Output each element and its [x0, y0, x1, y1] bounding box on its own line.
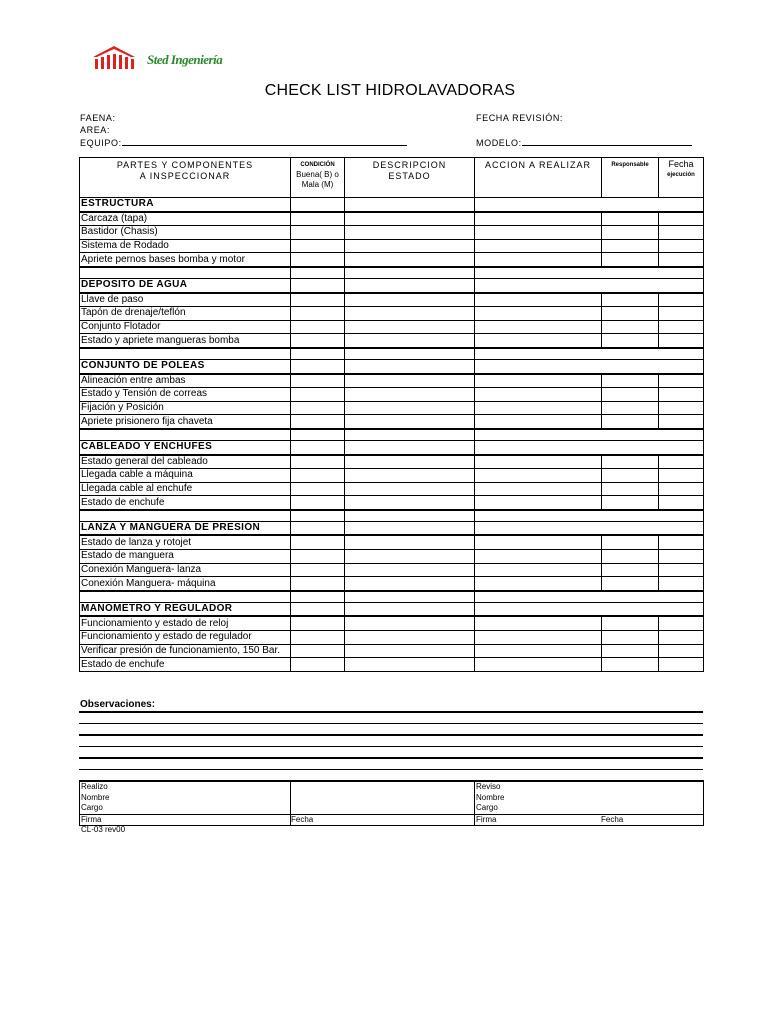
fecha-cell[interactable]: [659, 374, 704, 388]
accion-cell[interactable]: [475, 535, 602, 549]
table-row: [80, 226, 704, 240]
table-row: [80, 496, 704, 510]
modelo-label: MODELO:: [476, 138, 522, 148]
responsable-cell[interactable]: [602, 334, 659, 348]
col-fecha: Fecha ejecución: [659, 158, 704, 198]
accion-cell[interactable]: [475, 293, 602, 307]
observaciones-line[interactable]: [79, 757, 703, 759]
section-spacer: [80, 591, 704, 603]
table-row: [80, 631, 704, 645]
responsable-cell[interactable]: [602, 320, 659, 334]
condicion-cell[interactable]: [291, 496, 345, 510]
table-row: [80, 563, 704, 577]
company-name: Sted Ingeniería: [147, 52, 223, 67]
checklist-table: [79, 157, 704, 672]
fecha-cell[interactable]: [659, 226, 704, 240]
condicion-cell[interactable]: [291, 253, 345, 267]
observaciones-line[interactable]: [79, 711, 703, 713]
responsable-cell[interactable]: [602, 563, 659, 577]
table-row: [80, 401, 704, 415]
accion-cell[interactable]: [475, 401, 602, 415]
realizo-label: Realizo: [80, 781, 291, 793]
item-label: Estado de enchufe: [80, 496, 291, 510]
fecha-revision-field: [476, 113, 563, 123]
item-label: Estado de manguera: [80, 550, 291, 564]
accion-cell[interactable]: [475, 469, 602, 483]
table-row: [80, 469, 704, 483]
section-title: MANOMETRO Y REGULADOR: [80, 602, 291, 616]
condicion-cell[interactable]: [291, 320, 345, 334]
responsable-cell[interactable]: [602, 455, 659, 469]
table-row: [80, 293, 704, 307]
table-row: [80, 616, 704, 630]
descripcion-cell[interactable]: [345, 496, 475, 510]
item-label: Estado general del cableado: [80, 455, 291, 469]
fecha-cell[interactable]: [659, 401, 704, 415]
responsable-cell[interactable]: [602, 631, 659, 645]
accion-cell[interactable]: [475, 644, 602, 658]
fecha-cell[interactable]: [659, 658, 704, 672]
fecha-cell[interactable]: [659, 631, 704, 645]
realizo-spacer: [291, 781, 475, 793]
descripcion-cell[interactable]: [345, 415, 475, 429]
responsable-cell[interactable]: [602, 616, 659, 630]
section-header-row: [80, 359, 704, 373]
condicion-cell[interactable]: [291, 374, 345, 388]
section-spacer: [80, 510, 704, 522]
accion-cell[interactable]: [475, 253, 602, 267]
item-label: Carcaza (tapa): [80, 212, 291, 226]
descripcion-cell[interactable]: [345, 469, 475, 483]
responsable-cell[interactable]: [602, 415, 659, 429]
accion-cell[interactable]: [475, 563, 602, 577]
item-label: Llave de paso: [80, 293, 291, 307]
descripcion-cell[interactable]: [345, 550, 475, 564]
condicion-cell[interactable]: [291, 388, 345, 402]
descripcion-cell[interactable]: [345, 644, 475, 658]
descripcion-cell[interactable]: [345, 320, 475, 334]
item-label: Estado y apriete mangueras bomba: [80, 334, 291, 348]
fecha-cell[interactable]: [659, 616, 704, 630]
item-label: Alineación entre ambas: [80, 374, 291, 388]
section-header-row: [80, 440, 704, 454]
condicion-cell[interactable]: [291, 631, 345, 645]
col-accion: ACCION A REALIZAR: [475, 158, 602, 198]
responsable-cell[interactable]: [602, 469, 659, 483]
responsable-cell[interactable]: [602, 482, 659, 496]
condicion-cell[interactable]: [291, 644, 345, 658]
table-row: [80, 644, 704, 658]
table-row: [80, 550, 704, 564]
accion-cell[interactable]: [475, 482, 602, 496]
table-row: [80, 334, 704, 348]
fecha-revision-label: FECHA REVISIÓN:: [476, 113, 564, 123]
item-label: Llegada cable al enchufe: [80, 482, 291, 496]
fecha-cell[interactable]: [659, 644, 704, 658]
descripcion-cell[interactable]: [345, 577, 475, 591]
accion-cell[interactable]: [475, 239, 602, 253]
descripcion-cell[interactable]: [345, 226, 475, 240]
section-spacer: [80, 348, 704, 360]
fecha-cell[interactable]: [659, 253, 704, 267]
area-label: AREA:: [80, 125, 111, 135]
item-label: Apriete prisionero fija chaveta: [80, 415, 291, 429]
fecha-cell[interactable]: [659, 455, 704, 469]
fecha-cell[interactable]: [659, 469, 704, 483]
responsable-cell[interactable]: [602, 307, 659, 321]
realizo-firma-fecha[interactable]: Firma Fecha: [81, 814, 314, 824]
responsable-cell[interactable]: [602, 550, 659, 564]
item-label: Conjunto Flotador: [80, 320, 291, 334]
item-label: Fijación y Posición: [80, 401, 291, 415]
modelo-input-line[interactable]: [522, 137, 692, 146]
accion-cell[interactable]: [475, 658, 602, 672]
reviso-cargo[interactable]: Cargo: [475, 803, 704, 814]
descripcion-cell[interactable]: [345, 631, 475, 645]
condicion-cell[interactable]: [291, 334, 345, 348]
reviso-label: Reviso: [475, 781, 704, 793]
col-responsable: Responsable: [602, 158, 659, 198]
descripcion-cell[interactable]: [345, 616, 475, 630]
col-partes: PARTES Y COMPONENTES A INSPECCIONAR: [80, 158, 291, 198]
responsable-cell[interactable]: [602, 658, 659, 672]
item-label: Funcionamiento y estado de regulador: [80, 631, 291, 645]
responsable-cell[interactable]: [602, 212, 659, 226]
observaciones-line[interactable]: [79, 734, 703, 736]
observaciones-line[interactable]: [79, 769, 703, 770]
responsable-cell[interactable]: [602, 374, 659, 388]
section-title: DEPOSITO DE AGUA: [80, 278, 291, 292]
col-condicion: CONDICIÓN Buena( B) o Mala (M): [291, 158, 345, 198]
responsable-cell[interactable]: [602, 496, 659, 510]
descripcion-cell[interactable]: [345, 401, 475, 415]
responsable-cell[interactable]: [602, 226, 659, 240]
table-row: [80, 253, 704, 267]
realizo-nombre[interactable]: Nombre: [80, 793, 291, 804]
responsable-cell[interactable]: [602, 253, 659, 267]
section-spacer: [80, 429, 704, 441]
item-label: Sistema de Rodado: [80, 239, 291, 253]
condicion-cell[interactable]: [291, 239, 345, 253]
company-logo: [91, 45, 222, 69]
accion-cell[interactable]: [475, 307, 602, 321]
item-label: Estado de lanza y rotojet: [80, 535, 291, 549]
accion-cell[interactable]: [475, 374, 602, 388]
modelo-field: [476, 137, 692, 148]
responsable-cell[interactable]: [602, 388, 659, 402]
condicion-cell[interactable]: [291, 415, 345, 429]
fecha-cell[interactable]: [659, 239, 704, 253]
accion-cell[interactable]: [475, 226, 602, 240]
fecha-cell[interactable]: [659, 334, 704, 348]
table-row: [80, 415, 704, 429]
fecha-cell[interactable]: [659, 320, 704, 334]
fecha-cell[interactable]: [659, 212, 704, 226]
item-label: Apriete pernos bases bomba y motor: [80, 253, 291, 267]
accion-cell[interactable]: [475, 631, 602, 645]
page-title: CHECK LIST HIDROLAVADORAS: [264, 82, 516, 99]
item-label: Estado de enchufe: [80, 658, 291, 672]
accion-cell[interactable]: [475, 577, 602, 591]
fecha-cell[interactable]: [659, 577, 704, 591]
observaciones-line[interactable]: [79, 746, 703, 747]
fecha-cell[interactable]: [659, 415, 704, 429]
responsable-cell[interactable]: [602, 401, 659, 415]
section-header-row: [80, 521, 704, 535]
condicion-cell[interactable]: [291, 307, 345, 321]
condicion-cell[interactable]: [291, 563, 345, 577]
table-row: [80, 455, 704, 469]
condicion-cell[interactable]: [291, 616, 345, 630]
descripcion-cell[interactable]: [345, 334, 475, 348]
responsable-cell[interactable]: [602, 239, 659, 253]
table-row: [80, 374, 704, 388]
descripcion-cell[interactable]: [345, 658, 475, 672]
table-row: [80, 320, 704, 334]
descripcion-cell[interactable]: [345, 455, 475, 469]
condicion-cell[interactable]: [291, 577, 345, 591]
faena-label: FAENA:: [80, 113, 116, 123]
fecha-cell[interactable]: [659, 535, 704, 549]
fecha-cell[interactable]: [659, 550, 704, 564]
condicion-cell[interactable]: [291, 401, 345, 415]
col-descripcion: DESCRIPCION ESTADO: [345, 158, 475, 198]
fecha-cell[interactable]: [659, 482, 704, 496]
building-logo-icon: [91, 45, 137, 69]
accion-cell[interactable]: [475, 334, 602, 348]
table-row: [80, 239, 704, 253]
responsable-cell[interactable]: [602, 535, 659, 549]
table-row: [80, 212, 704, 226]
condicion-cell[interactable]: [291, 658, 345, 672]
responsable-cell[interactable]: [602, 644, 659, 658]
area-field: [80, 125, 110, 135]
descripcion-cell[interactable]: [345, 293, 475, 307]
section-header-row: [80, 198, 704, 212]
equipo-field: [80, 137, 407, 148]
item-label: Funcionamiento y estado de reloj: [80, 616, 291, 630]
accion-cell[interactable]: [475, 212, 602, 226]
table-row: [80, 658, 704, 672]
descripcion-cell[interactable]: [345, 374, 475, 388]
table-row: [80, 307, 704, 321]
descripcion-cell[interactable]: [345, 482, 475, 496]
accion-cell[interactable]: [475, 388, 602, 402]
item-label: Conexión Manguera- lanza: [80, 563, 291, 577]
fecha-cell[interactable]: [659, 293, 704, 307]
table-header-row: [80, 158, 704, 198]
document-code: CL-03 rev00: [81, 825, 126, 834]
item-label: Conexión Manguera- máquina: [80, 577, 291, 591]
section-header-row: [80, 278, 704, 292]
section-header-row: [80, 602, 704, 616]
section-title: LANZA Y MANGUERA DE PRESIÓN: [80, 521, 291, 535]
condicion-cell[interactable]: [291, 469, 345, 483]
condicion-cell[interactable]: [291, 226, 345, 240]
table-row: [80, 388, 704, 402]
table-row: [80, 535, 704, 549]
item-label: Tapón de drenaje/teflón: [80, 307, 291, 321]
condicion-cell[interactable]: [291, 482, 345, 496]
observaciones-line[interactable]: [79, 723, 703, 724]
fecha-cell[interactable]: [659, 307, 704, 321]
section-title: ESTRUCTURA: [80, 198, 291, 212]
accion-cell[interactable]: [475, 616, 602, 630]
realizo-cargo[interactable]: Cargo: [80, 803, 291, 814]
equipo-input-line[interactable]: [122, 137, 407, 146]
item-label: Llegada cable a máquina: [80, 469, 291, 483]
reviso-firma-fecha[interactable]: Firma Fecha: [475, 814, 704, 826]
fecha-cell[interactable]: [659, 496, 704, 510]
section-title: CABLEADO Y ENCHUFES: [80, 440, 291, 454]
accion-cell[interactable]: [475, 496, 602, 510]
descripcion-cell[interactable]: [345, 212, 475, 226]
condicion-cell[interactable]: [291, 212, 345, 226]
table-row: [80, 577, 704, 591]
descripcion-cell[interactable]: [345, 563, 475, 577]
equipo-label: EQUIPO:: [80, 138, 122, 148]
table-row: [80, 482, 704, 496]
item-label: Verificar presión de funcionamiento, 150 Bar.: [80, 644, 291, 658]
condicion-cell[interactable]: [291, 293, 345, 307]
fecha-cell[interactable]: [659, 388, 704, 402]
signature-table: [79, 780, 704, 826]
descripcion-cell[interactable]: [345, 253, 475, 267]
descripcion-cell[interactable]: [345, 388, 475, 402]
condicion-cell[interactable]: [291, 455, 345, 469]
section-title: CONJUNTO DE POLEAS: [80, 359, 291, 373]
condicion-cell[interactable]: [291, 550, 345, 564]
descripcion-cell[interactable]: [345, 239, 475, 253]
accion-cell[interactable]: [475, 415, 602, 429]
checklist-body: [80, 198, 704, 672]
section-spacer: [80, 267, 704, 279]
faena-field: [80, 113, 116, 123]
condicion-cell[interactable]: [291, 535, 345, 549]
accion-cell[interactable]: [475, 320, 602, 334]
descripcion-cell[interactable]: [345, 307, 475, 321]
accion-cell[interactable]: [475, 550, 602, 564]
observaciones-label: Observaciones:: [80, 699, 156, 710]
reviso-nombre[interactable]: Nombre: [475, 793, 704, 804]
fecha-cell[interactable]: [659, 563, 704, 577]
item-label: Bastidor (Chasis): [80, 226, 291, 240]
responsable-cell[interactable]: [602, 293, 659, 307]
descripcion-cell[interactable]: [345, 535, 475, 549]
item-label: Estado y Tensión de correas: [80, 388, 291, 402]
responsable-cell[interactable]: [602, 577, 659, 591]
accion-cell[interactable]: [475, 455, 602, 469]
